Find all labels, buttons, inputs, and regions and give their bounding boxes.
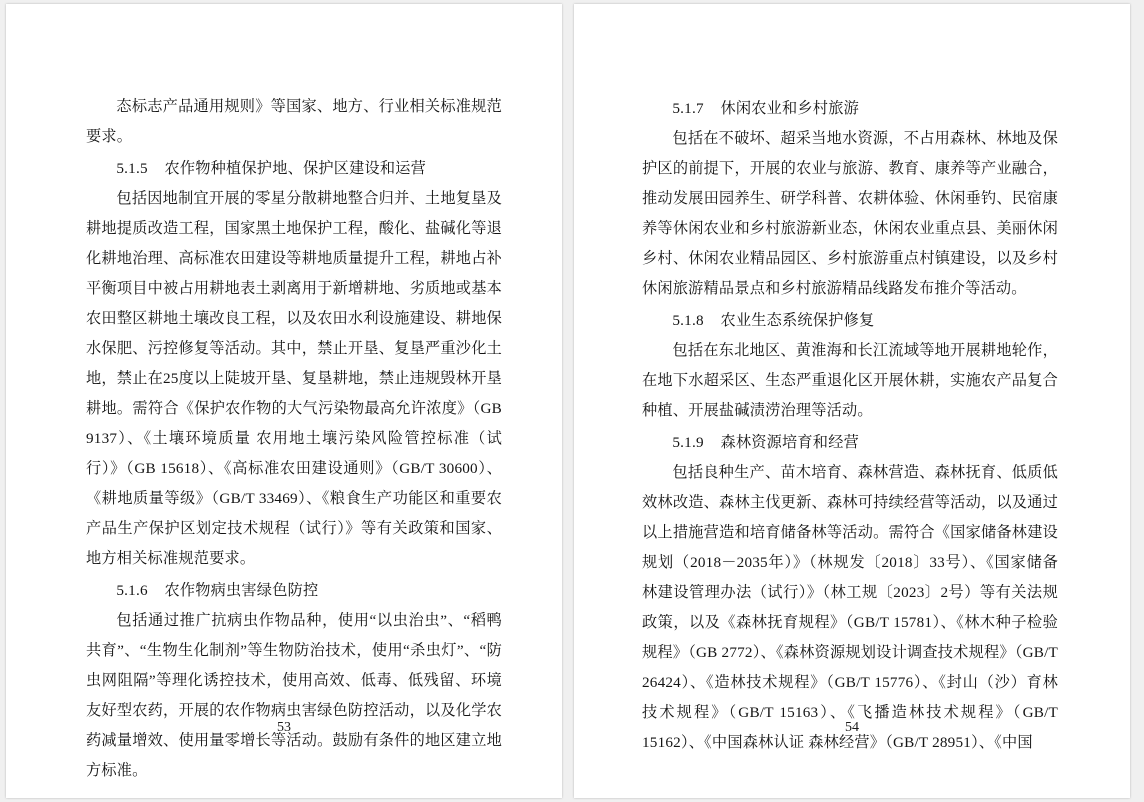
section-number: 5.1.8: [672, 312, 704, 329]
page-left-body: [86, 92, 502, 786]
section-heading: [86, 576, 502, 606]
page-number: 53: [277, 720, 291, 735]
section-title: 农作物病虫害绿色防控: [164, 582, 319, 599]
section-number: 5.1.7: [672, 100, 704, 117]
section-number: 5.1.6: [116, 582, 148, 599]
paragraph: 包括在不破坏、超采当地水资源，不占用森林、林地及保护区的前提下，开展的农业与旅游、教育、康养等产业融合，推动发展田园养生、研学科普、农耕体验、休闲垂钓、民宿康养等休闲农业和乡村旅游新业态，休闲农业重点县、美丽休闲乡村、休闲农业精品园区、乡村旅游重点村镇建设，以及乡村休闲旅游精品景点和乡村旅游精品线路发布推介等活动。: [642, 130, 1058, 297]
paragraph: 态标志产品通用规则》等国家、地方、行业相关标准规范要求。: [86, 98, 502, 145]
page-right: [574, 4, 1130, 798]
section-heading: [642, 428, 1058, 458]
paragraph: 包括在东北地区、黄淮海和长江流域等地开展耕地轮作，在地下水超采区、生态严重退化区开展休耕，实施农产品复合种植、开展盐碱渍涝治理等活动。: [642, 342, 1058, 419]
section-number: 5.1.9: [672, 434, 704, 451]
paragraph: 包括通过推广抗病虫作物品种，使用“以虫治虫”、“稻鸭共育”、“生物生化制剂”等生物防治技术，使用“杀虫灯”、“防虫网阻隔”等理化诱控技术，使用高效、低毒、低残留、环境友好型农药，开展的农作物病虫害绿色防控活动，以及化学农药减量增效、使用量零增长等活动。鼓励有条件的地区建立地方标准。: [86, 612, 502, 779]
page-right-body: [642, 94, 1058, 758]
section-heading: [642, 94, 1058, 124]
section-title: 农作物种植保护地、保护区建设和运营: [164, 160, 427, 177]
section-heading: [642, 306, 1058, 336]
paragraph: 包括因地制宜开展的零星分散耕地整合归并、土地复垦及耕地提质改造工程，国家黑土地保护工程，酸化、盐碱化等退化耕地治理、高标准农田建设等耕地质量提升工程，耕地占补平衡项目中被占用耕地表土剥离用于新增耕地、劣质地或基本农田整区耕地土壤改良工程，以及农田水利设施建设、耕地保水保肥、污控修复等活动。其中，禁止开垦、复垦严重沙化土地，禁止在25度以上陡坡开垦、复垦耕地，禁止违规毁林开垦耕地。需符合《保护农作物的大气污染物最高允许浓度》（GB 9137）、《土壤环境质量 农用地土壤污染风险管控标准（试行）》（GB 15618）、《高标准农田建设通则》（GB/T 30600）、《耕地质量等级》（GB/T 33469）、《粮食生产功能区和重要农产品生产保护区划定技术规程（试行）》等有关政策和国家、地方相关标准规范要求。: [86, 190, 502, 567]
section-title: 休闲农业和乡村旅游: [720, 100, 859, 117]
page-left: [6, 4, 562, 798]
section-title: 森林资源培育和经营: [720, 434, 859, 451]
paragraph: 包括良种生产、苗木培育、森林营造、森林抚育、低质低效林改造、森林主伐更新、森林可持续经营等活动，以及通过以上措施营造和培育储备林等活动。需符合《国家储备林建设规划（2018－2035年）》（林规发〔2018〕33号）、《国家储备林建设管理办法（试行）》（林工规〔2023〕2号）等有关法规政策，以及《森林抚育规程》（GB/T 15781）、《林木种子检验规程》（GB 2772）、《森林资源规划设计调查技术规程》（GB/T 26424）、《造林技术规程》（GB/T 15776）、《封山（沙）育林技术规程》（GB/T 15163）、《飞播造林技术规程》（GB/T 15162）、《中国森林认证 森林经营》（GB/T 28951）、《中国: [642, 464, 1058, 751]
section-number: 5.1.5: [116, 160, 148, 177]
page-number: 54: [845, 720, 859, 735]
section-heading: [86, 154, 502, 184]
section-title: 农业生态系统保护修复: [720, 312, 875, 329]
